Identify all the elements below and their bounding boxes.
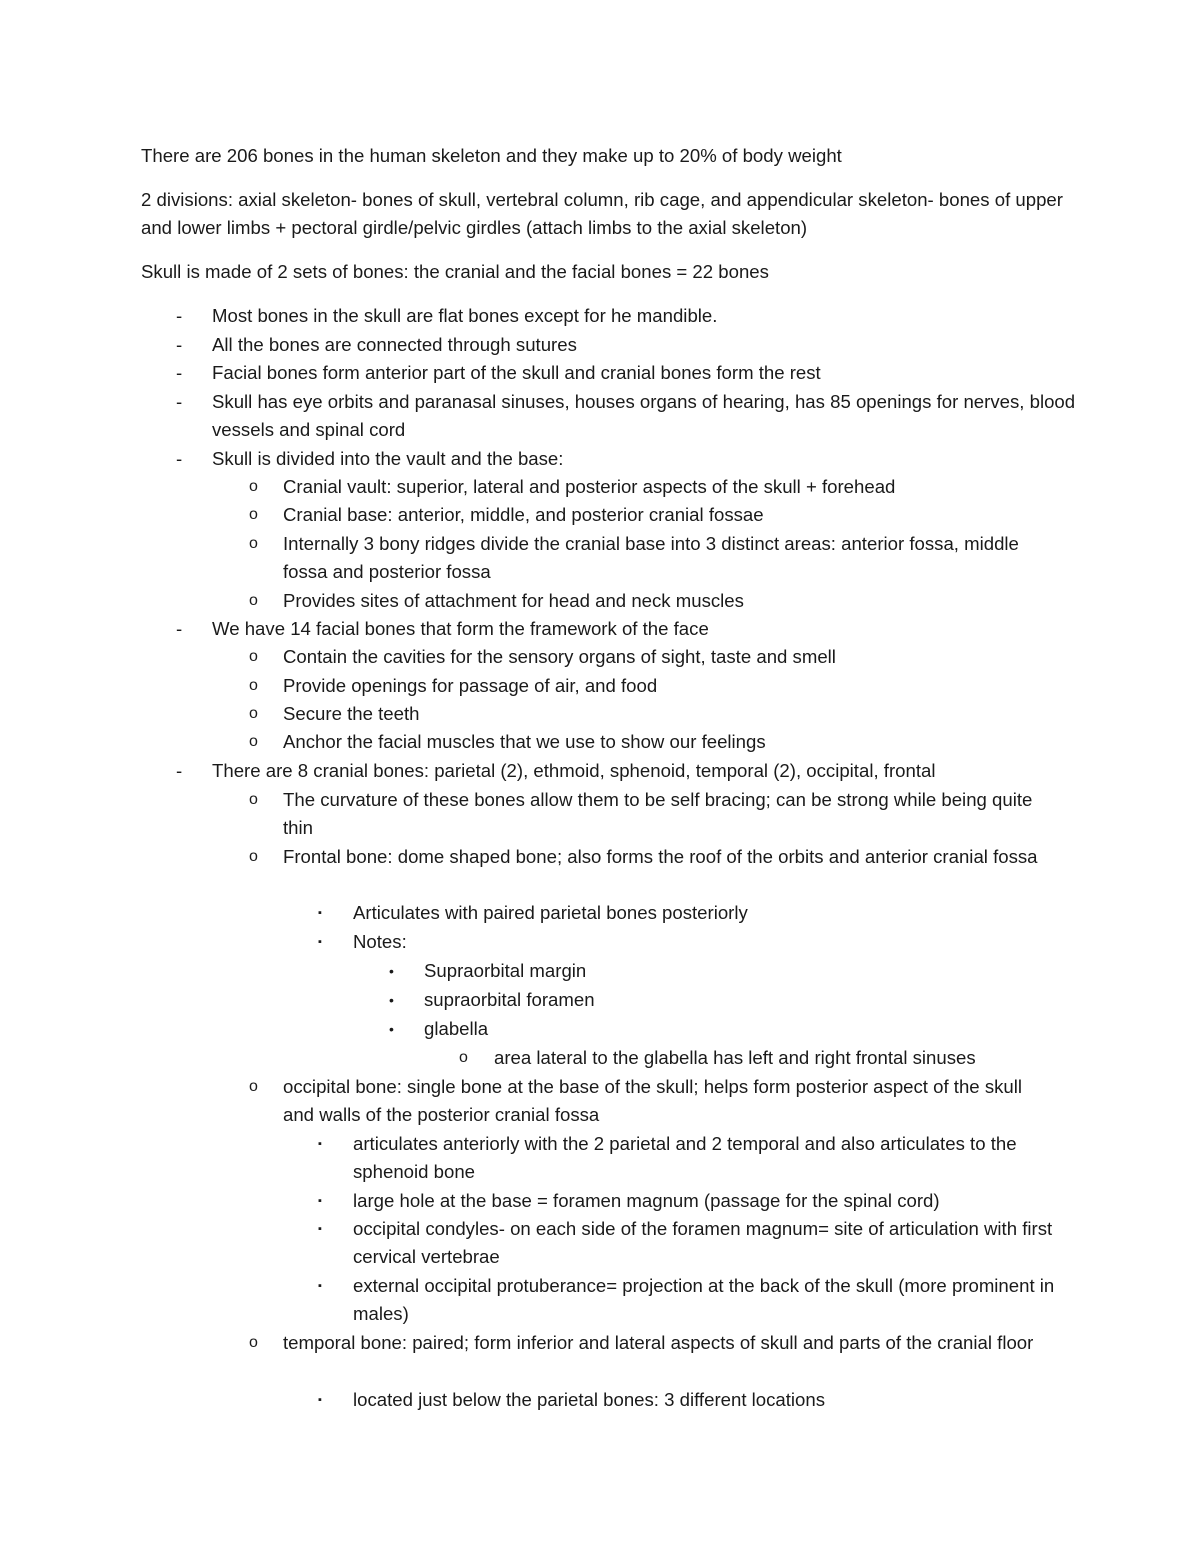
- list-item: o temporal bone: paired; form inferior and lateral aspects of skull and parts of the cranial floor: [249, 1329, 1059, 1357]
- list-item: o occipital bone: single bone at the base of the skull; helps form posterior aspect of the skull and walls of the posterior cranial fossa: [249, 1073, 1039, 1130]
- square-bullet: ▪: [318, 936, 322, 948]
- circle-bullet: o: [249, 506, 258, 523]
- list-item: o Internally 3 bony ridges divide the cranial base into 3 distinct areas: anterior fossa, middle fossa and posterior fossa: [249, 530, 1039, 587]
- square-bullet: ▪: [318, 1280, 322, 1292]
- dash-bullet: -: [176, 305, 183, 326]
- list-item: o Anchor the facial muscles that we use to show our feelings: [249, 728, 1079, 756]
- circle-bullet: o: [249, 733, 258, 750]
- circle-bullet: o: [249, 791, 258, 808]
- list-item: ▪ articulates anteriorly with the 2 parietal and 2 temporal and also articulates to the sphenoid bone: [318, 1130, 1058, 1187]
- list-item: ▪ Articulates with paired parietal bones posteriorly: [318, 899, 1078, 927]
- skull-paragraph: Skull is made of 2 sets of bones: the cranial and the facial bones = 22 bones: [141, 261, 769, 282]
- list-item: o Provides sites of attachment for head and neck muscles: [249, 587, 1079, 615]
- list-item: - Most bones in the skull are flat bones except for he mandible.: [176, 302, 1076, 330]
- circle-bullet: o: [249, 648, 258, 665]
- square-bullet: ▪: [318, 1138, 322, 1150]
- circle-bullet: o: [249, 478, 258, 495]
- list-item: - All the bones are connected through sutures: [176, 331, 1076, 359]
- circle-bullet: o: [249, 1334, 258, 1351]
- list-item: o Cranial base: anterior, middle, and posterior cranial fossae: [249, 501, 1079, 529]
- list-item: • supraorbital foramen: [389, 986, 1079, 1014]
- circle-bullet: o: [249, 705, 258, 722]
- list-item: - There are 8 cranial bones: parietal (2), ethmoid, sphenoid, temporal (2), occipital, frontal: [176, 757, 1076, 785]
- list-item: ▪ Notes:: [318, 928, 1078, 956]
- square-bullet: ▪: [318, 907, 322, 919]
- list-item: - We have 14 facial bones that form the framework of the face: [176, 615, 1076, 643]
- list-item: ▪ external occipital protuberance= projection at the back of the skull (more prominent in males): [318, 1272, 1058, 1329]
- list-item: o The curvature of these bones allow them to be self bracing; can be strong while being quite thin: [249, 786, 1039, 843]
- intro-paragraph: There are 206 bones in the human skeleton and they make up to 20% of body weight: [141, 145, 842, 166]
- list-item: o area lateral to the glabella has left and right frontal sinuses: [459, 1044, 1079, 1072]
- dash-bullet: -: [176, 362, 183, 383]
- divisions-paragraph: 2 divisions: axial skeleton- bones of skull, vertebral column, rib cage, and appendicular skeleton- bones of upper and lower limbs + pectoral girdle/pelvic girdles (attach limbs to the axial skeleton): [141, 189, 1063, 239]
- list-item: o Secure the teeth: [249, 700, 1079, 728]
- circle-bullet: o: [249, 592, 258, 609]
- circle-bullet: o: [249, 1078, 258, 1095]
- list-item: ▪ occipital condyles- on each side of the foramen magnum= site of articulation with first cervical vertebrae: [318, 1215, 1058, 1272]
- list-item: o Contain the cavities for the sensory organs of sight, taste and smell: [249, 643, 1079, 671]
- list-item: o Provide openings for passage of air, and food: [249, 672, 1079, 700]
- dot-bullet: •: [389, 963, 394, 979]
- list-item: o Frontal bone: dome shaped bone; also forms the roof of the orbits and anterior cranial fossa: [249, 843, 1049, 871]
- dash-bullet: -: [176, 391, 183, 412]
- list-item: • Supraorbital margin: [389, 957, 1079, 985]
- list-item: • glabella: [389, 1015, 1079, 1043]
- square-bullet: ▪: [318, 1223, 322, 1235]
- dash-bullet: -: [176, 618, 183, 639]
- list-item: o Cranial vault: superior, lateral and posterior aspects of the skull + forehead: [249, 473, 1079, 501]
- list-item: - Facial bones form anterior part of the skull and cranial bones form the rest: [176, 359, 1076, 387]
- list-item: ▪ large hole at the base = foramen magnum (passage for the spinal cord): [318, 1187, 1078, 1215]
- dot-bullet: •: [389, 992, 394, 1008]
- list-item: ▪ located just below the parietal bones: 3 different locations: [318, 1386, 1078, 1414]
- list-item: - Skull is divided into the vault and the base:: [176, 445, 1076, 473]
- dash-bullet: -: [176, 760, 183, 781]
- dot-bullet: •: [389, 1021, 394, 1037]
- square-bullet: ▪: [318, 1195, 322, 1207]
- list-item: - Skull has eye orbits and paranasal sinuses, houses organs of hearing, has 85 openings for nerves, blood vessels and spinal cord: [176, 388, 1076, 445]
- circle-bullet: o: [459, 1049, 468, 1066]
- square-bullet: ▪: [318, 1394, 322, 1406]
- dash-bullet: -: [176, 334, 183, 355]
- circle-bullet: o: [249, 535, 258, 552]
- circle-bullet: o: [249, 677, 258, 694]
- dash-bullet: -: [176, 448, 183, 469]
- circle-bullet: o: [249, 848, 258, 865]
